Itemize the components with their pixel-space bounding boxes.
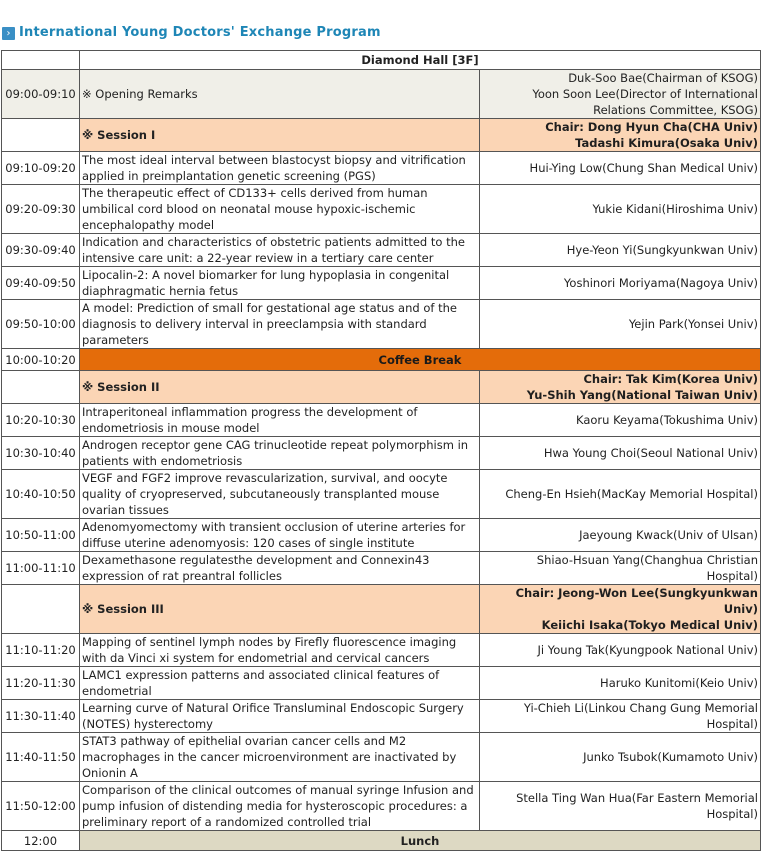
talk-row: [2, 267, 761, 300]
talk-speaker: Hye-Yeon Yi(Sungkyunkwan Univ): [480, 234, 761, 267]
session-2-title: ※ Session II: [80, 371, 480, 404]
talk-speaker: Haruko Kunitomi(Keio Univ): [480, 667, 761, 700]
talk-speaker: Yukie Kidani(Hiroshima Univ): [480, 185, 761, 234]
chair-line: Chair: Dong Hyun Cha(CHA Univ): [545, 120, 758, 134]
talk-time: 11:20-11:30: [2, 667, 80, 700]
coffee-break: [2, 349, 761, 371]
session-3-title: ※ Session III: [80, 585, 480, 634]
talk-speaker: Hwa Young Choi(Seoul National Univ): [480, 437, 761, 470]
talk-row: [2, 733, 761, 782]
chair-line: Keiichi Isaka(Tokyo Medical Univ): [541, 618, 758, 632]
chair-line: Yu-Shih Yang(National Taiwan Univ): [526, 388, 758, 402]
schedule-table: [1, 50, 761, 851]
talk-time: 10:20-10:30: [2, 404, 80, 437]
chair-line: Chair: Tak Kim(Korea Univ): [583, 372, 758, 386]
session-3-row: [2, 585, 761, 634]
talk-time: 11:30-11:40: [2, 700, 80, 733]
talk-speaker: Yejin Park(Yonsei Univ): [480, 300, 761, 349]
program-title: International Young Doctors' Exchange Program: [19, 25, 381, 40]
talk-speaker: Yoshinori Moriyama(Nagoya Univ): [480, 267, 761, 300]
talk-speaker: Ji Young Tak(Kyungpook National Univ): [480, 634, 761, 667]
talk-time: 09:10-09:20: [2, 152, 80, 185]
opening-title: ※ Opening Remarks: [80, 70, 480, 119]
talk-time: 09:50-10:00: [2, 300, 80, 349]
talk-row: [2, 667, 761, 700]
talk-row: [2, 519, 761, 552]
talk-row: [2, 404, 761, 437]
chair-line: Chair: Jeong-Won Lee(Sungkyunkwan Univ): [515, 586, 758, 616]
session-2-chairs: [480, 371, 761, 404]
talk-row: [2, 700, 761, 733]
session-1-chairs: [480, 119, 761, 152]
talk-speaker: Junko Tsubok(Kumamoto Univ): [480, 733, 761, 782]
talk-speaker: Cheng-En Hsieh(MacKay Memorial Hospital): [480, 470, 761, 519]
lunch: [2, 831, 761, 851]
session-1-title: ※ Session I: [80, 119, 480, 152]
talk-time: 11:00-11:10: [2, 552, 80, 585]
talk-row: [2, 470, 761, 519]
talk-title: Learning curve of Natural Orifice Transluminal Endoscopic Surgery (NOTES) hysterectomy: [80, 700, 480, 733]
talk-title: The therapeutic effect of CD133+ cells derived from human umbilical cord blood on neonatal mouse hypoxic-ischemic encephalopathy model: [80, 185, 480, 234]
talk-row: [2, 185, 761, 234]
talk-row: [2, 300, 761, 349]
lunch-time: 12:00: [2, 831, 80, 851]
talk-title: The most ideal interval between blastocyst biopsy and vitrification applied in preimplantation genetic screening (PGS): [80, 152, 480, 185]
chair-line: Tadashi Kimura(Osaka Univ): [575, 136, 758, 150]
hall-name: Diamond Hall [3F]: [80, 51, 761, 70]
hall-row: [2, 51, 761, 70]
chevron-right-icon: ›: [2, 27, 15, 40]
talk-title: STAT3 pathway of epithelial ovarian cancer cells and M2 macrophages in the cancer microenvironment are inactivated by Onionin A: [80, 733, 480, 782]
talk-row: [2, 782, 761, 831]
talk-speaker: Hui-Ying Low(Chung Shan Medical Univ): [480, 152, 761, 185]
talk-title: Lipocalin-2: A novel biomarker for lung hypoplasia in congenital diaphragmatic hernia fetus: [80, 267, 480, 300]
talk-title: Intraperitoneal inflammation progress the development of endometriosis in mouse model: [80, 404, 480, 437]
talk-row: [2, 152, 761, 185]
opening-speakers: [480, 70, 761, 119]
talk-time: 11:50-12:00: [2, 782, 80, 831]
coffee-break-time: 10:00-10:20: [2, 349, 80, 371]
talk-title: Androgen receptor gene CAG trinucleotide repeat polymorphism in patients with endometriosis: [80, 437, 480, 470]
talk-speaker: Yi-Chieh Li(Linkou Chang Gung Memorial Hospital): [480, 700, 761, 733]
talk-time: 11:40-11:50: [2, 733, 80, 782]
talk-speaker: Jaeyoung Kwack(Univ of Ulsan): [480, 519, 761, 552]
talk-title: Dexamethasone regulatesthe development and Connexin43 expression of rat preantral follicles: [80, 552, 480, 585]
talk-row: [2, 437, 761, 470]
talk-title: Indication and characteristics of obstetric patients admitted to the intensive care unit: a 22-year review in a tertiary care center: [80, 234, 480, 267]
lunch-label: Lunch: [80, 831, 761, 851]
talk-time: 10:30-10:40: [2, 437, 80, 470]
talk-title: A model: Prediction of small for gestational age status and of the diagnosis to delivery interval in preeclampsia with standard parameters: [80, 300, 480, 349]
talk-title: Comparison of the clinical outcomes of manual syringe Infusion and pump infusion of distending media for hysteroscopic procedures: a preliminary report of a randomized controlled trial: [80, 782, 480, 831]
talk-time: 09:40-09:50: [2, 267, 80, 300]
opening-row: [2, 70, 761, 119]
coffee-break-label: Coffee Break: [80, 349, 761, 371]
talk-speaker: Kaoru Keyama(Tokushima Univ): [480, 404, 761, 437]
talk-speaker: Stella Ting Wan Hua(Far Eastern Memorial Hospital): [480, 782, 761, 831]
opening-speaker-line: Duk-Soo Bae(Chairman of KSOG): [568, 71, 758, 85]
talk-time: 09:30-09:40: [2, 234, 80, 267]
talk-speaker: Shiao-Hsuan Yang(Changhua Christian Hospital): [480, 552, 761, 585]
talk-time: 09:20-09:30: [2, 185, 80, 234]
talk-title: Adenomyomectomy with transient occlusion of uterine arteries for diffuse uterine adenomyosis: 120 cases of single institute: [80, 519, 480, 552]
talk-title: VEGF and FGF2 improve revascularization, survival, and oocyte quality of cryopreserved, subcutaneously transplanted mouse ovarian tissues: [80, 470, 480, 519]
session-1-row: [2, 119, 761, 152]
talk-row: [2, 234, 761, 267]
session-2-row: [2, 371, 761, 404]
session-3-chairs: [480, 585, 761, 634]
talk-row: [2, 552, 761, 585]
talk-time: 11:10-11:20: [2, 634, 80, 667]
talk-title: Mapping of sentinel lymph nodes by Firefly fluorescence imaging with da Vinci xi system for endometrial and cervical cancers: [80, 634, 480, 667]
talk-time: 10:40-10:50: [2, 470, 80, 519]
opening-time: 09:00-09:10: [2, 70, 80, 119]
talk-row: [2, 634, 761, 667]
opening-speaker-line: Yoon Soon Lee(Director of International: [532, 87, 758, 101]
opening-speaker-line: Relations Committee, KSOG): [593, 103, 758, 117]
talk-time: 10:50-11:00: [2, 519, 80, 552]
program-header: [0, 0, 761, 40]
talk-title: LAMC1 expression patterns and associated clinical features of endometrial: [80, 667, 480, 700]
